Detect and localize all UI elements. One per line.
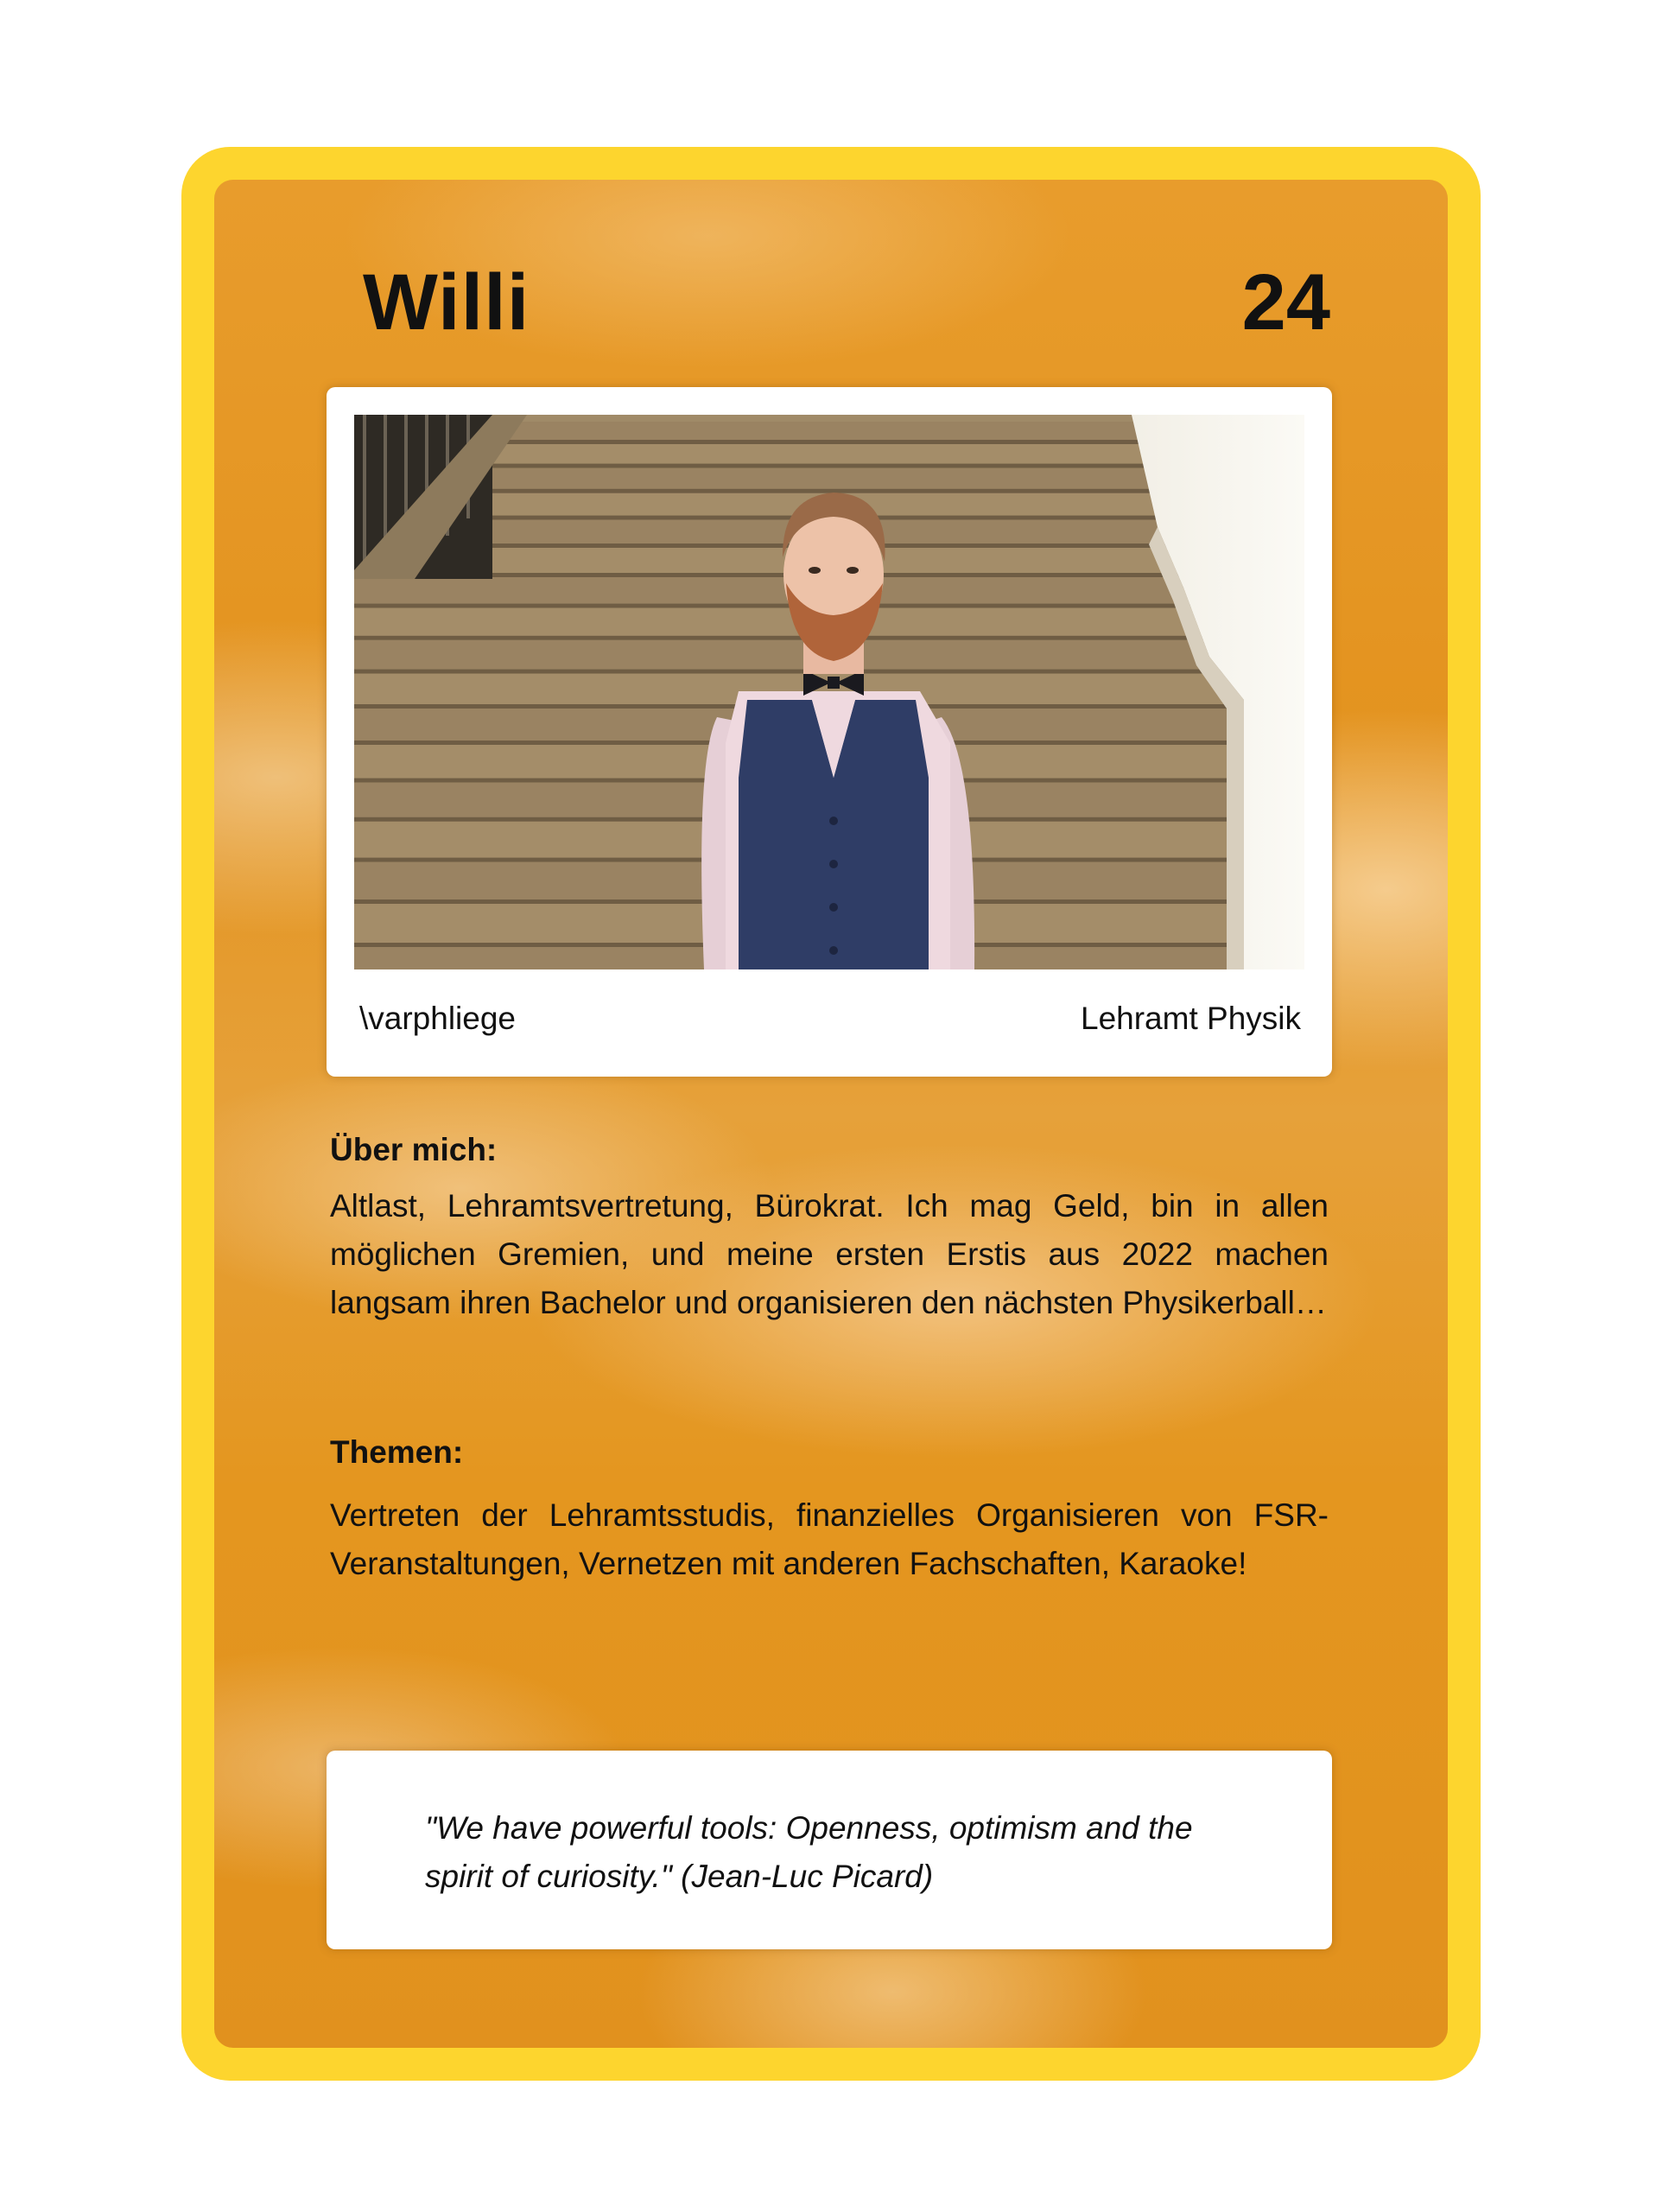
card-number: 24: [1241, 258, 1330, 346]
quote-text: "We have powerful tools: Openness, optimism and the spirit of curiosity." (Jean-Luc Picard): [425, 1810, 1193, 1894]
photo-frame: [327, 387, 1332, 1077]
member-card: [181, 147, 1481, 2081]
member-photo: [354, 415, 1304, 969]
study-program-label: Lehramt Physik: [1081, 1001, 1301, 1036]
quote-box: [327, 1751, 1332, 1949]
topics-heading: Themen:: [330, 1434, 464, 1470]
member-name: Willi: [363, 258, 530, 346]
about-heading: Über mich:: [330, 1132, 498, 1167]
nickname-label: \varphliege: [359, 1001, 517, 1036]
topics-text: Vertreten der Lehramtsstudis, finanzielles Organisieren von FSR-Veranstaltungen, Vernetzen mit anderen Fachschaften, Karaoke!: [330, 1497, 1329, 1581]
about-text: Altlast, Lehramtsvertretung, Bürokrat. Ich mag Geld, bin in allen möglichen Gremien, und meine ersten Erstis aus 2022 machen langsam ihren Bachelor und organisieren den nächsten Physikerball…: [330, 1188, 1329, 1320]
card-face: [214, 180, 1448, 2048]
